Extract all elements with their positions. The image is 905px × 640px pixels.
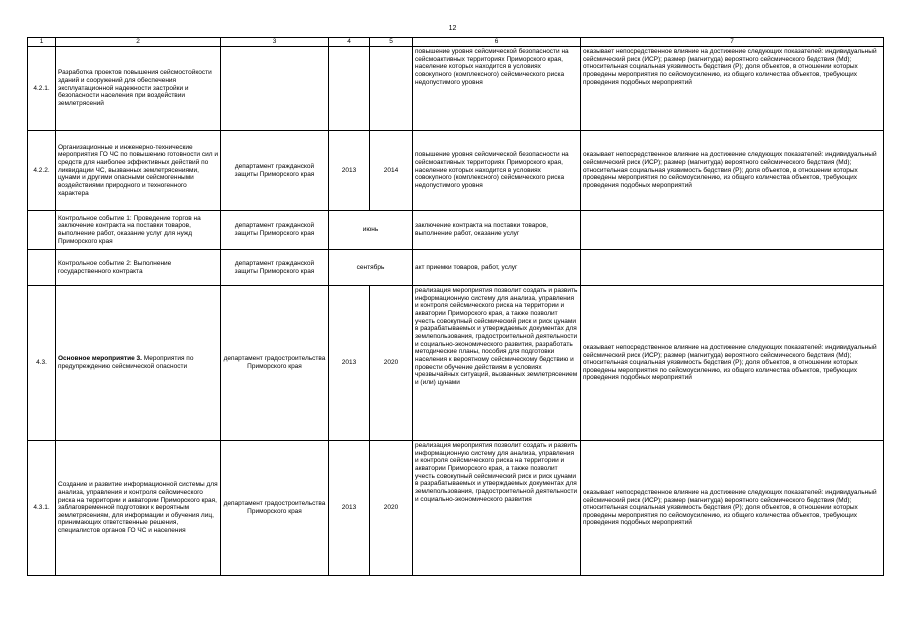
measure-name-bold: Основное мероприятие 3. — [58, 355, 142, 363]
table-row — [28, 131, 884, 211]
table-header-row — [28, 38, 884, 47]
table-row — [28, 211, 884, 250]
column-header: 3 — [221, 38, 329, 47]
column-header: 1 — [28, 38, 56, 47]
period: сентябрь — [329, 250, 413, 286]
table-row — [28, 441, 884, 576]
measures-table — [27, 37, 884, 576]
expected-result: акт приемки товаров, работ, услуг — [413, 250, 581, 286]
column-header: 7 — [581, 38, 884, 47]
start-year: 2013 — [329, 131, 370, 211]
row-number — [28, 211, 56, 250]
table-row — [28, 47, 884, 131]
executor: департамент градостроительства Приморского края — [221, 286, 329, 441]
table-row — [28, 286, 884, 441]
executor: департамент градостроительства Приморского края — [221, 441, 329, 576]
executor: департамент гражданской защиты Приморского края — [221, 211, 329, 250]
end-year: 2020 — [370, 286, 413, 441]
executor — [221, 47, 329, 131]
measure-name: Организационные и инженерно-технические мероприятия ГО ЧС по повышению готовности сил и средств для наиболее эффективных действий по ликвидации ЧС, вызванных землетрясениями, цунами и другими опасными сейсмогенными воздействиями природного и техногенного характера — [56, 131, 221, 211]
expected-result: реализация мероприятия позволит создать и развить информационную систему для анализа, управления и контроля сейсмического риска на территории и акватории Приморского края, а также позволит учесть совокупный сейсмический риск и риск цунами в разрабатываемых и утверждаемых документах для землепользования, градостроительной деятельности и социально-экономического развития, разработать методические планы, пособия для подготовки населения к вероятному сейсмическому бедствию и провести обучение действиям в условиях чрезвычайных ситуаций, вызванных землетрясением и (или) цунами — [413, 286, 581, 441]
row-number — [28, 250, 56, 286]
row-number: 4.3. — [28, 286, 56, 441]
executor: департамент гражданской защиты Приморского края — [221, 131, 329, 211]
end-year — [370, 47, 413, 131]
indicators: оказывает непосредственное влияние на достижение следующих показателей: индивидуальный сейсмический риск (ИСР); размер (магнитуда) вероятного сейсмического бедствия (Md); относительная социальная уязвимость бедствия (Р); доля объектов, в отношении которых проведены мероприятия по сейсмоусилению, из общего количества объектов, требующих проведения подобных мероприятий — [581, 47, 884, 131]
table-row — [28, 250, 884, 286]
column-header: 2 — [56, 38, 221, 47]
expected-result: реализация мероприятия позволит создать и развить информационную систему для анализа, управления и контроля сейсмического риска на территории и акватории Приморского края, а также позволит учесть совокупный сейсмический риск и риск цунами в разрабатываемых и утверждаемых документах для землепользования, градостроительной деятельности и социально-экономического развития — [413, 441, 581, 576]
indicators: оказывает непосредственное влияние на достижение следующих показателей: индивидуальный сейсмический риск (ИСР); размер (магнитуда) вероятного сейсмического бедствия (Md); относительная социальная уязвимость бедствия (Р); доля объектов, в отношении которых проведены мероприятия по сейсмоусилению, из общего количества объектов, требующих проведения подобных мероприятий — [581, 441, 884, 576]
indicators: оказывает непосредственное влияние на достижение следующих показателей: индивидуальный сейсмический риск (ИСР); размер (магнитуда) вероятного сейсмического бедствия (Md); относительная социальная уязвимость бедствия (Р); доля объектов, в отношении которых проведены мероприятия по сейсмоусилению, из общего количества объектов, требующих проведения подобных мероприятий — [581, 286, 884, 441]
indicators — [581, 250, 884, 286]
period: июнь — [329, 211, 413, 250]
start-year: 2013 — [329, 441, 370, 576]
indicators — [581, 211, 884, 250]
measure-name-rest: Мероприятия по предупреждению сейсмической опасности — [58, 355, 194, 370]
start-year: 2013 — [329, 286, 370, 441]
executor: департамент гражданской защиты Приморского края — [221, 250, 329, 286]
end-year: 2014 — [370, 131, 413, 211]
measure-name: Создание и развитие информационной системы для анализа, управления и контроля сейсмического риска на территории и акватории Приморского края, заблаговременной подготовки к вероятным землетрясениям, для информации и обучения лиц, принимающих ответственные решения, специалистов органов ГО ЧС и населения — [56, 441, 221, 576]
start-year — [329, 47, 370, 131]
measure-name: Разработка проектов повышения сейсмостойкости зданий и сооружений для обеспечения эксплуатационной надежности застройки и безопасности населения при воздействии землетрясений — [56, 47, 221, 131]
row-number: 4.3.1. — [28, 441, 56, 576]
end-year: 2020 — [370, 441, 413, 576]
column-header: 6 — [413, 38, 581, 47]
row-number: 4.2.1. — [28, 47, 56, 131]
column-header: 4 — [329, 38, 370, 47]
page-number: 12 — [448, 25, 457, 32]
row-number: 4.2.2. — [28, 131, 56, 211]
expected-result: повышение уровня сейсмической безопасности на сейсмоактивных территориях Приморского края, население которых находится в условиях совокупного (комплексного) сейсмического риска недопустимого уровня — [413, 47, 581, 131]
expected-result: повышение уровня сейсмической безопасности на сейсмоактивных территориях Приморского края, население которых находится в условиях совокупного (комплексного) сейсмического риска недопустимого уровня — [413, 131, 581, 211]
column-header: 5 — [370, 38, 413, 47]
measure-name: Контрольное событие 2: Выполнение государственного контракта — [56, 250, 221, 286]
indicators: оказывает непосредственное влияние на достижение следующих показателей: индивидуальный сейсмический риск (ИСР); размер (магнитуда) вероятного сейсмического бедствия (Md); относительная социальная уязвимость бедствия (Р); доля объектов, в отношении которых проведены мероприятия по сейсмоусилению, из общего количества объектов, требующих проведения подобных мероприятий — [581, 131, 884, 211]
measure-name — [56, 286, 221, 441]
measure-name: Контрольное событие 1: Проведение торгов на заключение контракта на поставки товаров, выполнение работ, оказание услуг для нужд Приморского края — [56, 211, 221, 250]
expected-result: заключение контракта на поставки товаров, выполнение работ, оказание услуг — [413, 211, 581, 250]
